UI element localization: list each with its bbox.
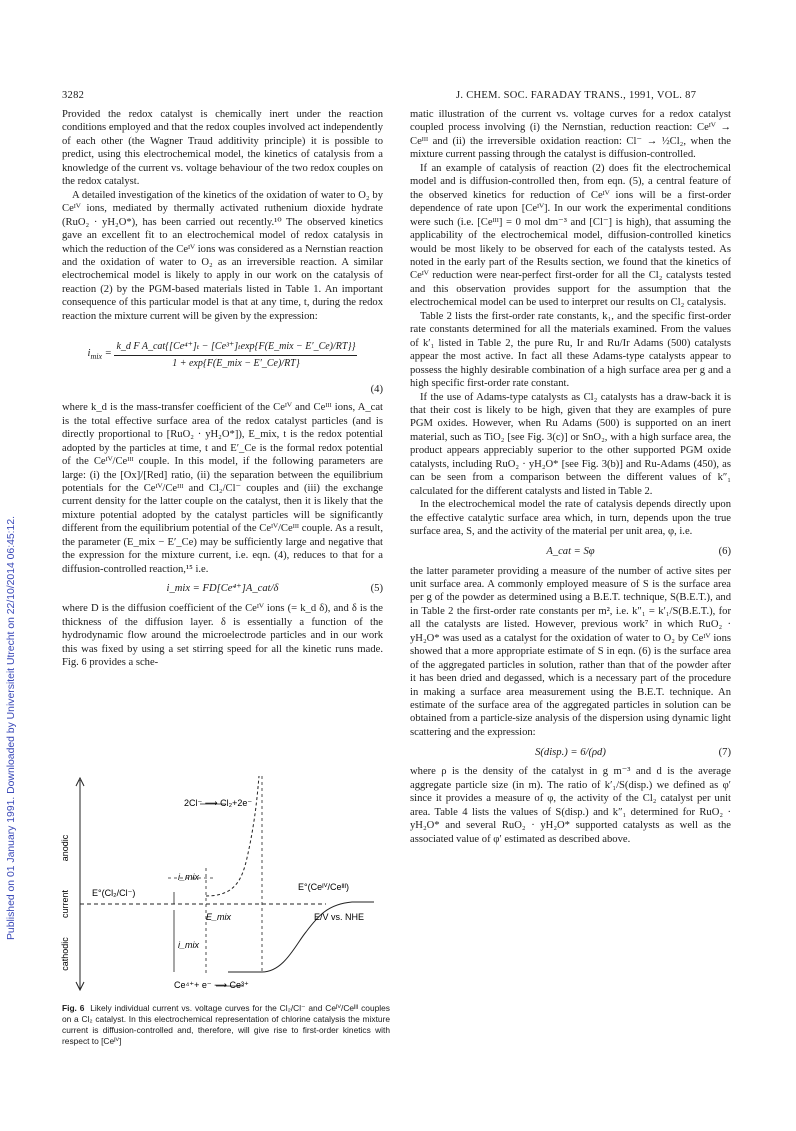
caption-label: Fig. 6 bbox=[62, 1003, 85, 1013]
imix-bottom-label: i_mix bbox=[178, 940, 200, 950]
page-number: 3282 bbox=[62, 90, 85, 101]
left-column bbox=[62, 108, 383, 669]
cerium-reaction-label: Ce⁴⁺+ e⁻ ⟶ Ce³⁺ bbox=[174, 980, 249, 990]
paragraph: In the electrochemical model the rate of catalysis depends directly upon the effective catalytic surface area which, in turn, depends upon the true surface area, S, and the activity of the material per unit area, φ, i.e. bbox=[410, 499, 731, 538]
ce-potential-label: E°(Ceᴵⱽ/Ceᴵᴵᴵ) bbox=[298, 882, 349, 892]
paragraph: A detailed investigation of the kinetics of the oxidation of water to O₂ by Ceᴵⱽ ions, mediated by thermally activated ruthenium dioxide hydrate (RuO₂ · yH₂O*), has been carried out recently.¹⁰ The observed kinetics gave an excellent fit to an electrochemical model of redox catalysis in which the reduction of the Ceᴵⱽ ions was considered as a Nernstian reaction and the oxidation of water to O₂ as an irreversible reaction. A similar electrochemical model is likely to apply in our work on the catalysis of reaction (2) by the PGM-based materials listed in Table 1. An important consequence of this particular model is that at any time, t, during the redox reaction the mixture current will be given by the expression: bbox=[62, 189, 383, 322]
download-watermark[interactable]: Published on 01 January 1991. Downloaded by Universiteit Utrecht on 22/10/2014 06:45:12. bbox=[6, 516, 17, 940]
paragraph: matic illustration of the current vs. voltage curves for a redox catalyst coupled process involving (i) the Nernstian, reduction reaction: Ceᴵⱽ → Ceᴵᴵᴵ and (ii) the irreversible oxidation reaction: Cl⁻ → ½Cl₂, when the mixture current passing through the catalyst is diffusion-controlled. bbox=[410, 109, 731, 161]
eq4-denominator: 1 + exp{F(E_mix − E′_Ce)/RT} bbox=[172, 357, 300, 369]
figure-6 bbox=[56, 768, 396, 998]
current-label: current bbox=[60, 889, 70, 919]
paragraph: Provided the redox catalyst is chemically inert under the reaction conditions employed and that the redox couples involved act independently of each other (the Wagner Traud additivity principle) it is possible to predict, using this electrochemical model, the kinetics of catalysis from a knowledge of the current vs. voltage behaviour of the two redox couples on the redox catalyst. bbox=[62, 109, 383, 188]
paragraph: If an example of catalysis of reaction (2) does fit the electrochemical model and is diffusion-controlled then, from eqn. (5), a central feature of the observed kinetics for reduction of Ceᴵⱽ ions will be a first-order dependence of rate upon [Ceᴵⱽ]. In our work the experimental conditions were such (i.e. [Ceᴵᴵᴵ] = 0 mol dm⁻³ and [Cl⁻] is high), that assuming the applicability of the electrochemical model, diffusion-controlled kinetics would be most likely to be observed for each of the catalysts tested. As noted in the early part of the Results section, we found that the kinetics of Ceᴵⱽ reduction were near-perfect first-order for all the Cl₂ catalysts tested and this observation provides support for the assumption that the electrochemical model can be used to interpret our results on Cl₂ catalysis. bbox=[410, 162, 731, 309]
chlorine-reaction-label: 2Cl⁻ ⟶ Cl₂+2e⁻ bbox=[184, 798, 253, 808]
caption-text: Likely individual current vs. voltage curves for the Cl₂/Cl⁻ and Ceᴵⱽ/Ceᴵᴵᴵ couples on a Cl₂ catalyst. In this electrochemical representation of chlorine catalysis the mixture current is diffusion-controlled and, therefore, will give rise to first-order kinetics with respect to [Ceᴵⱽ] bbox=[62, 1003, 390, 1046]
emix-label: E_mix bbox=[206, 912, 232, 922]
paragraph: If the use of Adams-type catalysts as Cl₂ catalysts has a draw-back it is that their cost is likely to be high, given that they are examples of pure PGM oxides. However, when Ru Adams (500) is supported on an inert material, such as TiO₂ [see Fig. 3(c)] or SnO₂, with a high surface area, the product appears appreciably superior to the other supported PGM oxide catalysts, including RuO₂ · yH₂O* [see Fig. 3(b)] and Ru-Adams (450), as can be seen from a comparison between the different values of k″₁ calculated for the different catalysts and listed in Table 2. bbox=[410, 391, 731, 497]
eq4-numerator: k_d F A_cat{[Ce⁴⁺]ₜ − [Ce³⁺]ₜexp{F(E_mix − E′_Ce)/RT}} bbox=[114, 340, 357, 355]
eq4-fraction bbox=[114, 340, 357, 370]
figure-caption bbox=[62, 1003, 390, 1047]
equation-7: S(disp.) = 6/(ρd) (7) bbox=[535, 746, 731, 758]
equation-4 bbox=[62, 327, 383, 383]
anodic-label: anodic bbox=[60, 834, 70, 862]
paragraph: the latter parameter providing a measure of the number of active sites per unit surface area. A commonly employed measure of S is the surface area per g of the powder as determined using a B.E.T. technique, S(B.E.T.), and in Table 2 the first-order rate constants per m², i.e. k″₁ = k′₁/S(B.E.T.), for all the catalysts are listed. However, previous work⁷ in which RuO₂ · yH₂O* was used as a catalyst for the oxidation of water to O₂ by Ceᴵⱽ ions showed that a more appropriate estimate of S in eqn. (6) is the surface area of the aggregated particles in solution, rather than that of the powder after it has been dried and degassed, which is a necessary part of the procedure in making a surface area measurement using the B.E.T. technique. An estimate of the surface area of the aggregated particles in solution can be obtained from a particle-size analysis of the dispersion using dynamic light scattering and the expression: bbox=[410, 565, 731, 738]
paragraph: Table 2 lists the first-order rate constants, k₁, and the specific first-order rate constants determined for all the materials examined. From the values of k′₁ listed in Table 2, the pure Ru, Ir and Ru/Ir Adams (500) catalysts appear the most active. In fact all these Adams-type catalysts appear to possess the highly desirable combination of a high surface area per g and a high specific first-order rate constant. bbox=[410, 310, 731, 390]
equation-number: (6) bbox=[718, 545, 731, 557]
paragraph: where D is the diffusion coefficient of the Ceᴵⱽ ions (= k_d δ), and δ is the thickness of the diffusion layer. δ is essentially a function of the hydrodynamic flow around the microelectrode particles and in our work this was fixed by using a set stirring speed for all the kinetic runs made. Fig. 6 provides a sche- bbox=[62, 603, 383, 668]
equation-number: (4) bbox=[370, 383, 383, 395]
paragraph: where ρ is the density of the catalyst in g m⁻³ and d is the average aggregate particle size (in m). The ratio of k′₁/S(disp.) we defined as φ′ since it provides a measure of φ, the activity of the Cl₂ catalyst per unit area. Table 4 lists the values of S(disp.) and k″₁ determined for RuO₂ · yH₂O* and several RuO₂ · yH₂O* supported catalysts as well as the associated value of φ′ estimated as described above. bbox=[410, 766, 731, 845]
equation-6: A_cat = Sφ (6) bbox=[546, 545, 731, 557]
right-column bbox=[410, 108, 731, 846]
equation-number: (7) bbox=[718, 746, 731, 758]
cathodic-label: cathodic bbox=[60, 937, 70, 971]
imix-top-label: i_mix bbox=[178, 872, 200, 882]
chlorine-oxidation-curve bbox=[206, 776, 259, 896]
paragraph: where k_d is the mass-transfer coefficient of the Ceᴵⱽ and Ceᴵᴵᴵ ions, A_cat is the total effective surface area of the redox catalyst particles (and is directly proportional to [RuO₂ · yH₂O*]), E_mix, t is the redox potential adopted by the particles at time, t and E′_Ce is the formal redox potential of the Ceᴵⱽ/Ceᴵᴵᴵ couple. In this model, if the following parameters are large: (i) the [Ox]/[Red] ratio, (ii) the separation between the equilibrium potentials for the Ceᴵⱽ/Ceᴵᴵᴵ and Cl₂/Cl⁻ couples and (iii) the exchange current density for the latter couple on the catalyst, then it is likely that the mixture potential adopted by the catalyst particles will be significantly different from the equilibrium potential of the Ceᴵⱽ/Ceᴵᴵᴵ couple. As a result, the parameter (E_mix − E′_Ce) may be sufficiently large and negative that the expression for the mixture current, i.e. eqn. (4), reduces to that for a diffusion-controlled reaction,¹⁵ i.e. bbox=[62, 402, 383, 575]
equation-4-number-row bbox=[62, 383, 383, 395]
equation-number: (5) bbox=[370, 583, 383, 595]
axis-unit-label: E/V vs. NHE bbox=[314, 912, 365, 922]
eq4-lhs: $i_{mix}$ = bbox=[87, 347, 115, 362]
equation-5: i_mix = FD[Ce⁴⁺]A_cat/δ (5) bbox=[166, 583, 383, 595]
running-header: J. CHEM. SOC. FARADAY TRANS., 1991, VOL. 87 bbox=[456, 90, 697, 101]
cl-potential-label: E°(Cl₂/Cl⁻) bbox=[92, 888, 136, 898]
